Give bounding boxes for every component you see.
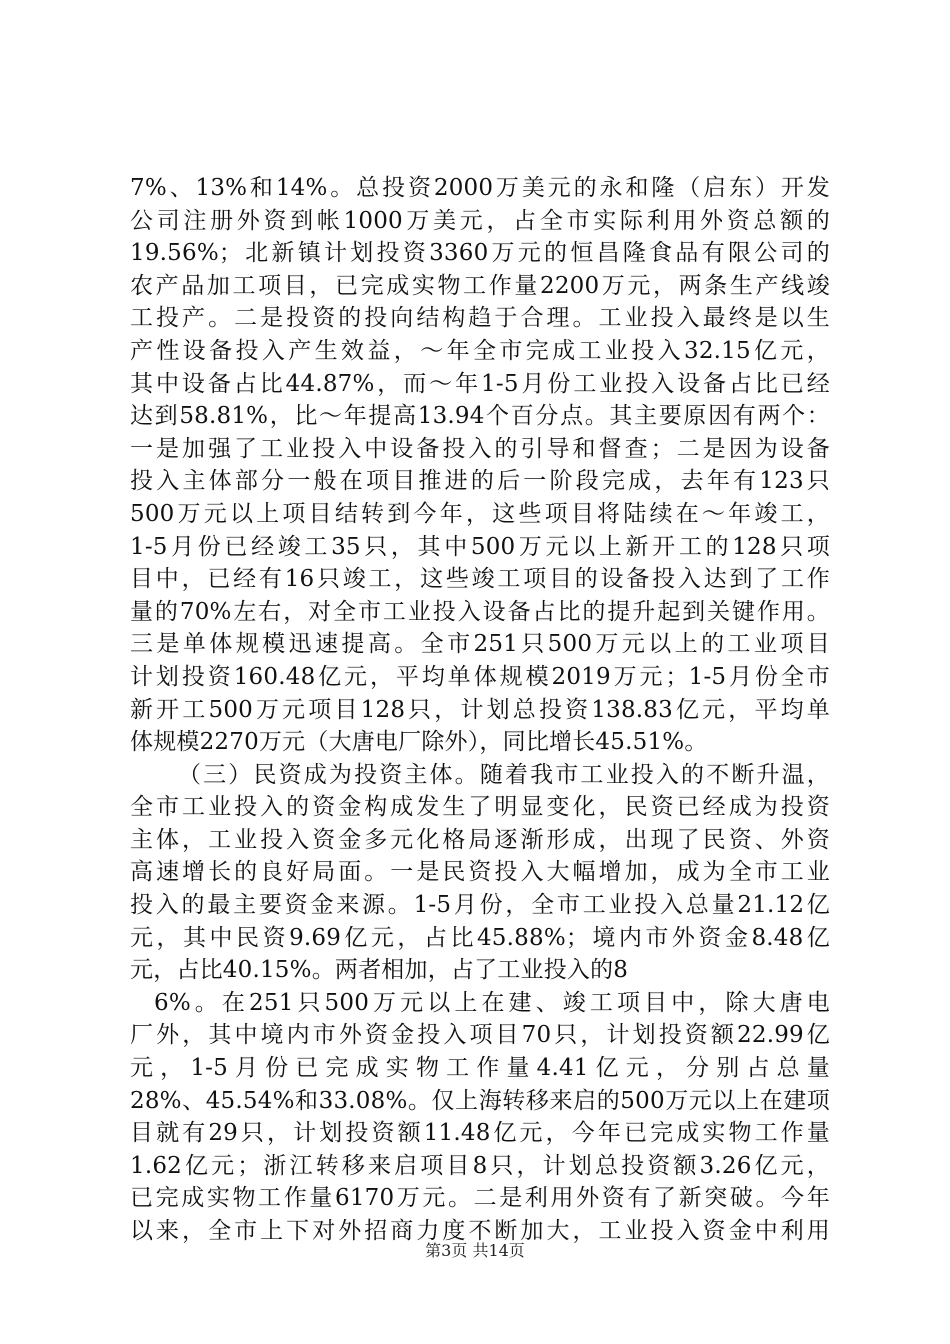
text-line-1: 7%、13%和14%。总投资2000万美元的永和隆（启东）开发 xyxy=(130,175,830,201)
text-line-11: 500万元以上项目结转到今年，这些项目将陆续在～年竣工， xyxy=(130,500,830,527)
text-line-16: 计划投资160.48亿元，平均单体规模2019万元；1-5月份全市 xyxy=(130,663,830,690)
text-line-14: 量的70%左右，对全市工业投入设备占比的提升起到关键作用。 xyxy=(130,598,830,625)
text-line-2: 公司注册外资到帐1000万美元，占全市实际利用外资总额的 xyxy=(130,207,830,234)
body-text xyxy=(130,172,830,1248)
text-line-17: 新开工500万元项目128只，计划总投资138.83亿元，平均单 xyxy=(130,696,830,723)
text-line-5: 工投产。二是投资的投向结构趋于合理。工业投入最终是以生 xyxy=(130,305,830,332)
text-line-10: 投入主体部分一般在项目推进的后一阶段完成，去年有123只 xyxy=(130,468,830,495)
text-line-12: 1-5月份已经竣工35只，其中500万元以上新开工的128只项 xyxy=(130,533,830,560)
text-line-22: 高速增长的良好局面。一是民资投入大幅增加，成为全市工业 xyxy=(130,859,830,886)
text-line-29: 28%、45.54%和33.08%。仅上海转移来启的500万元以上在建项 xyxy=(130,1087,830,1114)
text-line-3: 19.56%；北新镇计划投资3360万元的恒昌隆食品有限公司的 xyxy=(130,240,830,267)
text-line-8: 达到58.81%，比～年提高13.94个百分点。其主要原因有两个： xyxy=(130,403,830,430)
text-line-21: 主体，工业投入资金多元化格局逐渐形成，出现了民资、外资 xyxy=(130,826,830,853)
text-line-23: 投入的最主要资金来源。1-5月份，全市工业投入总量21.12亿 xyxy=(130,892,830,919)
page-number-label: 第3页 共14页 xyxy=(425,1241,525,1260)
text-line-7: 其中设备占比44.87%，而～年1-5月份工业投入设备占比已经 xyxy=(130,370,830,397)
text-line-27: 厂外，其中境内市外资金投入项目70只，计划投资额22.99亿 xyxy=(130,1022,830,1049)
text-line-18: 体规模2270万元（大唐电厂除外），同比增长45.51%。 xyxy=(130,729,708,756)
text-line-20: 全市工业投入的资金构成发生了明显变化，民资已经成为投资 xyxy=(130,794,830,821)
text-line-31: 1.62亿元；浙江转移来启项目8只，计划总投资额3.26亿元， xyxy=(130,1152,830,1179)
text-line-4: 农产品加工项目，已完成实物工作量2200万元，两条生产线竣 xyxy=(130,272,830,299)
text-line-13: 目中，已经有16只竣工，这些竣工项目的设备投入达到了工作 xyxy=(130,566,830,593)
text-line-26: 6%。在251只500万元以上在建、竣工项目中，除大唐电 xyxy=(154,989,830,1016)
text-line-24: 元，其中民资9.69亿元，占比45.88%；境内市外资金8.48亿 xyxy=(130,924,830,951)
text-line-30: 目就有29只，计划投资额11.48亿元，今年已完成实物工作量 xyxy=(130,1120,830,1147)
text-line-28: 元，1-5月份已完成实物工作量4.41亿元，分别占总量 xyxy=(130,1055,830,1082)
text-line-33: 以来，全市上下对外招商力度不断加大，工业投入资金中利用 xyxy=(130,1218,830,1244)
text-line-25: 元，占比40.15%。两者相加，占了工业投入的8 xyxy=(130,957,629,984)
text-line-6: 产性设备投入产生效益，～年全市完成工业投入32.15亿元， xyxy=(130,337,830,364)
page-footer xyxy=(0,1240,950,1262)
text-line-15: 三是单体规模迅速提高。全市251只500万元以上的工业项目 xyxy=(130,631,830,658)
text-line-32: 已完成实物工作量6170万元。二是利用外资有了新突破。今年 xyxy=(130,1185,830,1212)
text-line-19: （三）民资成为投资主体。随着我市工业投入的不断升温， xyxy=(178,761,830,788)
text-line-9: 一是加强了工业投入中设备投入的引导和督查；二是因为设备 xyxy=(130,435,830,462)
